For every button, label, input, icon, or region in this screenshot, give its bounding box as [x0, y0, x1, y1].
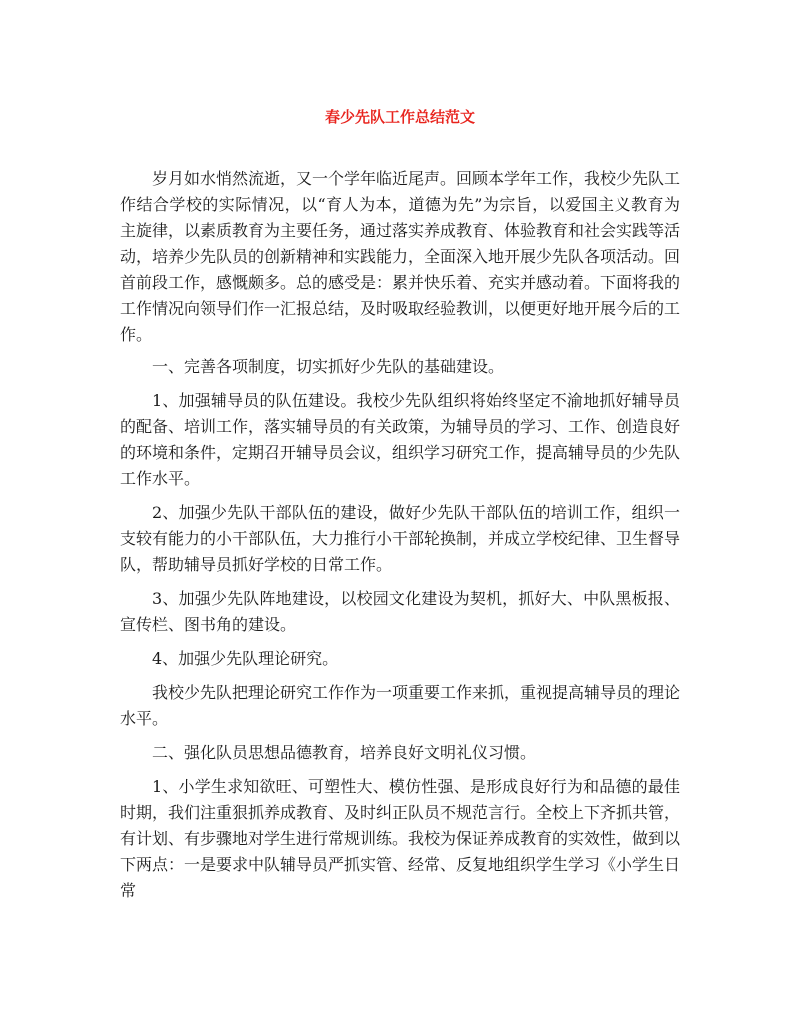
paragraph-section-2-heading: 二、强化队员思想品德教育，培养良好文明礼仪习惯。: [152, 743, 537, 762]
document-title: 春少先队工作总结范文: [324, 108, 475, 126]
paragraph-item-3: 3、加强少先队阵地建设，以校园文化建设为契机，抓好大、中队黑板报、宣传栏、图书角的建设。: [120, 589, 680, 634]
document-body: [120, 166, 680, 912]
paragraph-item-2: 2、加强少先队干部队伍的建设，做好少先队干部队伍的培训工作，组织一支较有能力的小干部队伍，大力推行小干部轮换制，并成立学校纪律、卫生督导队，帮助辅导员抓好学校的日常工作。: [120, 503, 681, 574]
paragraph-item-4: 4、加强少先队理论研究。: [152, 649, 339, 668]
paragraph-item-1: 1、加强辅导员的队伍建设。我校少先队组织将始终坚定不渝地抓好辅导员的配备、培训工作，落实辅导员的有关政策，为辅导员的学习、工作、创造良好的环境和条件，定期召开辅导员会议，组织学习研究工作，提高辅导员的少先队工作水平。: [120, 391, 681, 488]
paragraph-intro: 岁月如水悄然流逝，又一个学年临近尾声。回顾本学年工作，我校少先队工作结合学校的实际情况，以“育人为本，道德为先”为宗旨，以爱国主义教育为主旋律，以素质教育为主要任务，通过落实养成教育、体验教育和社会实践等活动，培养少先队员的创新精神和实践能力，全面深入地开展少先队各项活动。回首前段工作，感慨颇多。总的感受是：累并快乐着、充实并感动着。下面将我的工作情况向领导们作一汇报总结，及时吸取经验教训，以便更好地开展今后的工作。: [120, 169, 681, 344]
paragraph-theory: 我校少先队把理论研究工作作为一项重要工作来抓，重视提高辅导员的理论水平。: [120, 683, 681, 728]
paragraph-section-1-heading: 一、完善各项制度，切实抓好少先队的基础建设。: [152, 357, 505, 376]
paragraph-section-2-item-1: 1、小学生求知欲旺、可塑性大、模仿性强、是形成良好行为和品德的最佳时期，我们注重狠抓养成教育、及时纠正队员不规范言行。全校上下齐抓共管，有计划、有步骤地对学生进行常规训练。我校为保证养成教育的实效性，做到以下两点：一是要求中队辅导员严抓实管、经常、反复地组织学生学习《小学生日常: [120, 777, 681, 900]
